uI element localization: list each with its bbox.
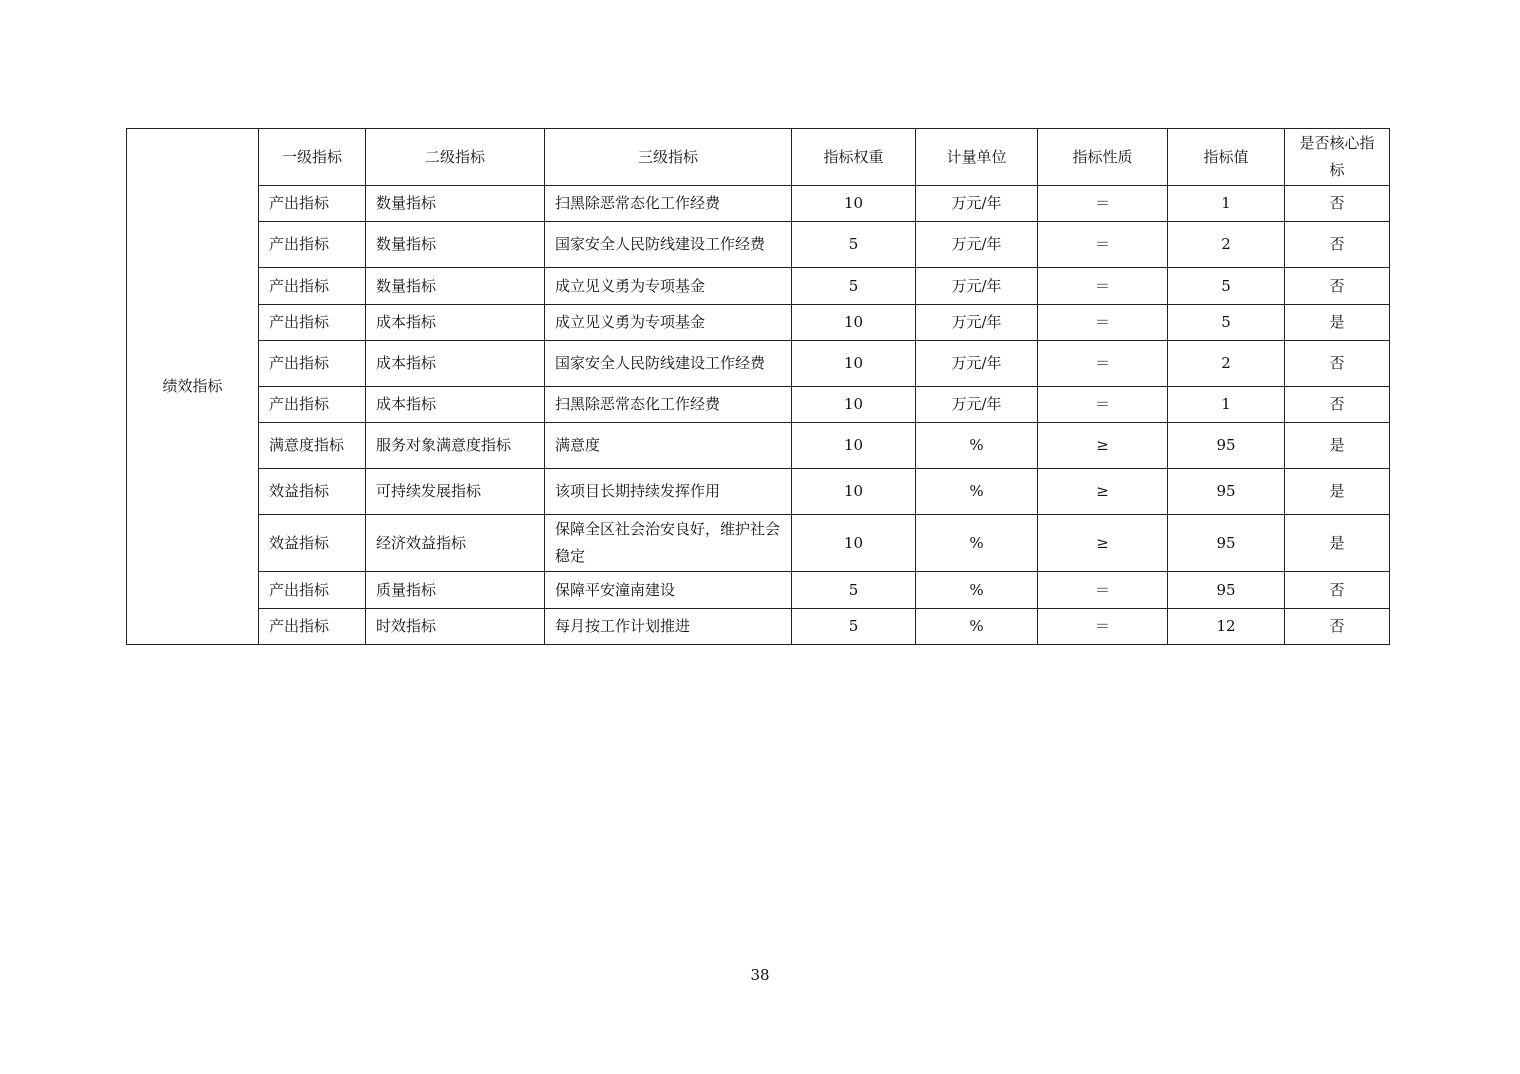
table-row [127, 341, 1390, 387]
cell-weight: 5 [792, 222, 916, 268]
table-row [127, 305, 1390, 341]
cell-value: 95 [1168, 515, 1285, 572]
table-row [127, 423, 1390, 469]
cell-unit: 万元/年 [916, 305, 1038, 341]
cell-unit: % [916, 572, 1038, 609]
cell-core: 否 [1285, 387, 1390, 423]
cell-level2: 成本指标 [366, 305, 545, 341]
cell-core: 否 [1285, 609, 1390, 645]
cell-level2: 成本指标 [366, 341, 545, 387]
cell-level1: 产出指标 [259, 186, 366, 222]
cell-weight: 5 [792, 609, 916, 645]
cell-level3: 每月按工作计划推进 [545, 609, 792, 645]
cell-weight: 10 [792, 469, 916, 515]
cell-unit: 万元/年 [916, 387, 1038, 423]
cell-unit: % [916, 515, 1038, 572]
cell-weight: 5 [792, 268, 916, 305]
header-level3: 三级指标 [545, 129, 792, 186]
cell-level2: 时效指标 [366, 609, 545, 645]
table-row [127, 609, 1390, 645]
page-number: 38 [750, 966, 770, 984]
cell-level1: 效益指标 [259, 469, 366, 515]
cell-value: 5 [1168, 268, 1285, 305]
cell-nature: ≥ [1038, 423, 1168, 469]
table-row [127, 268, 1390, 305]
header-core: 是否核心指标 [1285, 129, 1390, 186]
cell-value: 95 [1168, 572, 1285, 609]
cell-level3: 该项目长期持续发挥作用 [545, 469, 792, 515]
cell-core: 否 [1285, 572, 1390, 609]
cell-core: 否 [1285, 186, 1390, 222]
cell-core: 是 [1285, 423, 1390, 469]
cell-nature: ＝ [1038, 222, 1168, 268]
cell-weight: 10 [792, 341, 916, 387]
cell-value: 95 [1168, 469, 1285, 515]
cell-level2: 数量指标 [366, 268, 545, 305]
cell-level2: 服务对象满意度指标 [366, 423, 545, 469]
table-body [127, 129, 1390, 645]
cell-level1: 满意度指标 [259, 423, 366, 469]
cell-level2: 经济效益指标 [366, 515, 545, 572]
cell-unit: 万元/年 [916, 341, 1038, 387]
cell-level1: 产出指标 [259, 572, 366, 609]
group-label-cell: 绩效指标 [127, 129, 259, 645]
cell-unit: % [916, 423, 1038, 469]
cell-core: 是 [1285, 469, 1390, 515]
cell-nature: ＝ [1038, 305, 1168, 341]
cell-nature: ＝ [1038, 609, 1168, 645]
cell-level1: 产出指标 [259, 341, 366, 387]
header-row [127, 129, 1390, 186]
header-level2: 二级指标 [366, 129, 545, 186]
cell-nature: ＝ [1038, 387, 1168, 423]
header-nature: 指标性质 [1038, 129, 1168, 186]
cell-level1: 产出指标 [259, 222, 366, 268]
cell-unit: % [916, 609, 1038, 645]
cell-level3: 满意度 [545, 423, 792, 469]
header-level1: 一级指标 [259, 129, 366, 186]
table-row [127, 515, 1390, 572]
cell-level2: 质量指标 [366, 572, 545, 609]
cell-unit: 万元/年 [916, 186, 1038, 222]
cell-core: 是 [1285, 305, 1390, 341]
cell-weight: 5 [792, 572, 916, 609]
header-value: 指标值 [1168, 129, 1285, 186]
header-unit: 计量单位 [916, 129, 1038, 186]
cell-weight: 10 [792, 387, 916, 423]
cell-value: 1 [1168, 387, 1285, 423]
table-row [127, 469, 1390, 515]
cell-unit: % [916, 469, 1038, 515]
cell-level3: 保障全区社会治安良好，维护社会稳定 [545, 515, 792, 572]
cell-value: 2 [1168, 341, 1285, 387]
table-row [127, 572, 1390, 609]
cell-level1: 产出指标 [259, 609, 366, 645]
cell-value: 5 [1168, 305, 1285, 341]
cell-level2: 可持续发展指标 [366, 469, 545, 515]
cell-value: 95 [1168, 423, 1285, 469]
cell-value: 1 [1168, 186, 1285, 222]
header-weight: 指标权重 [792, 129, 916, 186]
cell-level2: 数量指标 [366, 222, 545, 268]
table-row [127, 222, 1390, 268]
cell-value: 2 [1168, 222, 1285, 268]
cell-weight: 10 [792, 305, 916, 341]
cell-level2: 数量指标 [366, 186, 545, 222]
cell-level3: 成立见义勇为专项基金 [545, 268, 792, 305]
cell-level3: 成立见义勇为专项基金 [545, 305, 792, 341]
cell-core: 否 [1285, 341, 1390, 387]
cell-level1: 效益指标 [259, 515, 366, 572]
cell-core: 否 [1285, 222, 1390, 268]
cell-level1: 产出指标 [259, 387, 366, 423]
cell-nature: ≥ [1038, 515, 1168, 572]
cell-weight: 10 [792, 186, 916, 222]
cell-level1: 产出指标 [259, 268, 366, 305]
cell-level1: 产出指标 [259, 305, 366, 341]
cell-weight: 10 [792, 515, 916, 572]
cell-unit: 万元/年 [916, 222, 1038, 268]
cell-core: 是 [1285, 515, 1390, 572]
cell-nature: ＝ [1038, 186, 1168, 222]
cell-nature: ＝ [1038, 268, 1168, 305]
cell-level3: 扫黑除恶常态化工作经费 [545, 387, 792, 423]
cell-weight: 10 [792, 423, 916, 469]
performance-indicator-table [126, 128, 1390, 645]
cell-nature: ＝ [1038, 341, 1168, 387]
cell-level3: 保障平安潼南建设 [545, 572, 792, 609]
cell-unit: 万元/年 [916, 268, 1038, 305]
cell-level3: 扫黑除恶常态化工作经费 [545, 186, 792, 222]
cell-nature: ≥ [1038, 469, 1168, 515]
cell-value: 12 [1168, 609, 1285, 645]
cell-core: 否 [1285, 268, 1390, 305]
cell-level3: 国家安全人民防线建设工作经费 [545, 341, 792, 387]
cell-level2: 成本指标 [366, 387, 545, 423]
cell-level3: 国家安全人民防线建设工作经费 [545, 222, 792, 268]
cell-nature: ＝ [1038, 572, 1168, 609]
table-row [127, 186, 1390, 222]
table-row [127, 387, 1390, 423]
